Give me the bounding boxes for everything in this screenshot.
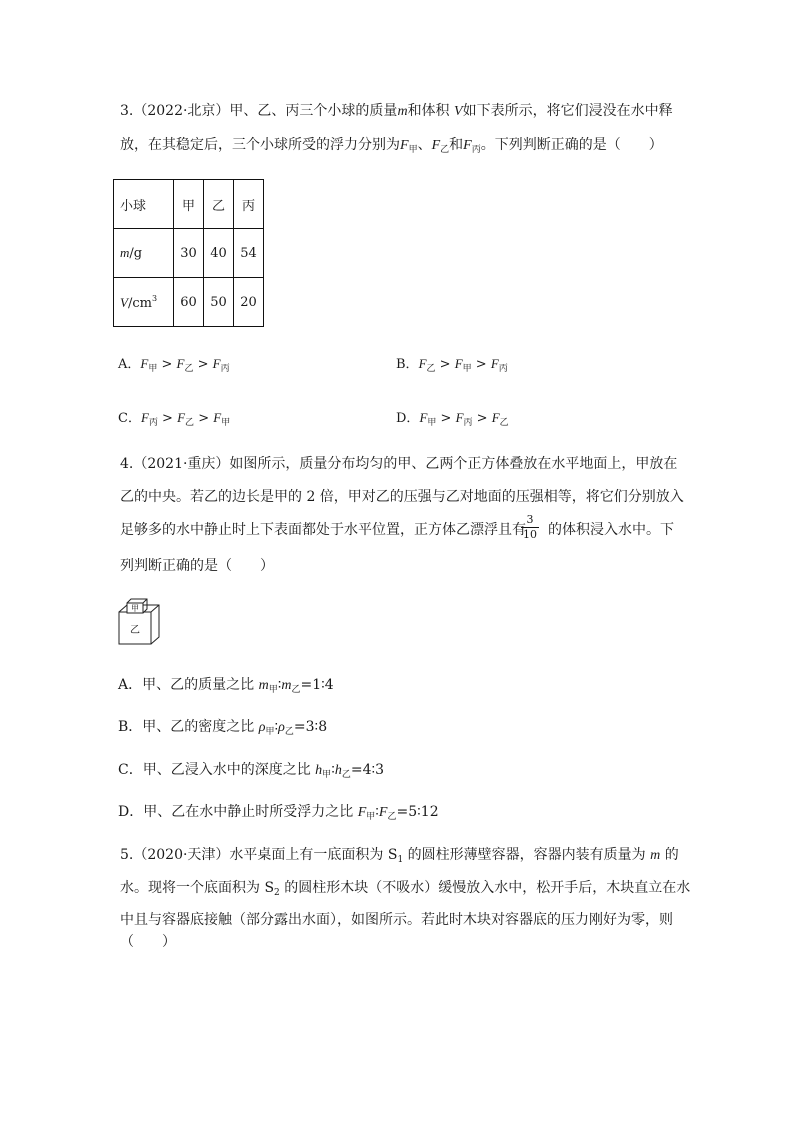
q5-line2 [120, 878, 690, 903]
q4-option-a[interactable] [118, 675, 334, 700]
q3-m-symbol: m [397, 104, 408, 119]
table-cell: 小球 [114, 180, 174, 229]
colon: ∶ [375, 804, 379, 820]
q3-line1-mid: 和体积 [407, 103, 455, 119]
f-symbol: F [455, 410, 464, 425]
q3-and: 和 [449, 137, 464, 153]
subscript: 乙 [341, 770, 351, 780]
subscript: 乙 [426, 364, 436, 374]
subscript: 乙 [499, 418, 509, 428]
q5-line3: 中且与容器底接触（部分露出水面），如图所示。若此时木块对容器底的压力刚好为零，则 [120, 912, 673, 928]
subscript: 乙 [284, 727, 294, 737]
f-symbol: F [213, 410, 222, 425]
q4-option-d[interactable] [118, 802, 439, 827]
q3-data-table [113, 179, 264, 327]
subscript: 甲 [265, 727, 275, 737]
fraction-numerator: 3 [526, 513, 534, 526]
q3-option-d[interactable] [396, 408, 509, 433]
subscript: 甲 [148, 364, 158, 374]
q3-line2-suffix: 。下列判断正确的是（ ） [480, 137, 663, 153]
q3-f-symbol: F [400, 138, 409, 153]
f-symbol: F [490, 356, 499, 371]
option-text: B．甲、乙的密度之比 [118, 719, 259, 735]
f-symbol: F [140, 356, 149, 371]
table-cell: 60 [174, 278, 204, 327]
f-symbol: F [491, 410, 500, 425]
gt: > [472, 411, 492, 426]
q4-line1: 4.（2021·重庆）如图所示，质量分布均匀的甲、乙两个正方体叠放在水平地面上，甲放在 [120, 456, 678, 472]
v-symbol: V [120, 294, 128, 310]
q5-line2-prefix: 水。现将一个底面积为 S [120, 880, 275, 896]
symbol: ρ [258, 720, 266, 735]
table-cell: 50 [204, 278, 234, 327]
q5-line1-suffix: 的 [660, 847, 679, 863]
option-letter: B． [396, 357, 419, 372]
symbol: h [315, 763, 323, 778]
subscript: 丙 [498, 364, 508, 374]
f-symbol: F [454, 356, 463, 371]
subscript: 1 [397, 855, 404, 865]
q4-line3 [120, 520, 674, 540]
gt: > [193, 357, 213, 372]
q4-line3-prefix: 足够多的水中静止时上下表面都处于水平位置，正方体乙漂浮且有 [120, 522, 526, 538]
q3-v-symbol: V [454, 104, 463, 119]
table-cell [114, 229, 174, 278]
ratio: =5∶12 [396, 804, 439, 820]
gt: > [436, 411, 456, 426]
option-text: D．甲、乙在水中静止时所受浮力之比 [118, 804, 358, 820]
f-symbol: F [419, 410, 428, 425]
unit: /g [129, 246, 143, 261]
option-letter: D． [396, 411, 420, 426]
q3-option-a[interactable] [118, 354, 230, 379]
q4-line4: 列判断正确的是（ ） [120, 558, 274, 574]
q4-line3-suffix: 的体积浸入水中。下 [548, 522, 674, 538]
subscript: 乙 [184, 364, 194, 374]
q4-line2: 乙的中央。若乙的边长是甲的 2 倍，甲对乙的压强与乙对地面的压强相等，将它们分别放入 [120, 489, 684, 505]
q3-f-symbol: F [463, 138, 472, 153]
exponent: 3 [151, 293, 158, 303]
q5-line1 [120, 845, 679, 870]
symbol: F [357, 805, 367, 820]
m-symbol: m [650, 848, 661, 863]
q5-line4: （ ） [120, 934, 176, 950]
table-cell [114, 278, 174, 327]
fraction-denominator: 10 [523, 528, 537, 541]
subscript: 甲 [221, 418, 231, 428]
table-row [114, 278, 264, 327]
q3-line2-prefix: 放，在其稳定后，三个小球所受的浮力分别为 [120, 137, 400, 153]
q4-fraction [519, 513, 541, 542]
q3-line1-suffix: 如下表所示，将它们浸没在水中释 [462, 103, 673, 119]
gt: > [194, 411, 214, 426]
cube-label-yi: 乙 [130, 625, 140, 636]
table-cell: 30 [174, 229, 204, 278]
symbol: ρ [278, 720, 285, 735]
q3-f-symbol: F [431, 138, 441, 153]
symbol: m [258, 678, 269, 693]
ratio: =1∶4 [300, 677, 334, 693]
subscript: 甲 [366, 812, 376, 822]
table-cell: 甲 [174, 180, 204, 229]
table-cell: 40 [204, 229, 234, 278]
table-row [114, 229, 264, 278]
option-text: A．甲、乙的质量之比 [118, 677, 259, 693]
subscript: 甲 [268, 685, 278, 695]
subscript: 丙 [220, 364, 230, 374]
gt: > [435, 357, 455, 372]
q3-line1 [120, 101, 673, 122]
colon: ∶ [274, 719, 279, 735]
q4-option-c[interactable] [118, 760, 384, 785]
option-letter: C． [118, 411, 141, 426]
m-symbol: m [120, 245, 130, 260]
subscript: 丙 [148, 418, 158, 428]
cube-label-jia: 甲 [131, 604, 139, 613]
q3-sub-bing: 丙 [471, 145, 481, 155]
subscript: 甲 [462, 364, 472, 374]
subscript: 丙 [463, 418, 473, 428]
subscript: 乙 [387, 812, 397, 822]
option-text: C．甲、乙浸入水中的深度之比 [118, 762, 316, 778]
q5-line2-suffix: 的圆柱形木块（不吸水）缓慢放入水中，松开手后，木块直立在水 [279, 880, 691, 896]
ratio: =3∶8 [293, 719, 328, 735]
q3-sub-yi: 乙 [440, 145, 450, 155]
q4-option-b[interactable] [118, 717, 327, 742]
f-symbol: F [418, 356, 427, 371]
q3-option-c[interactable] [118, 408, 230, 433]
q5-line1-prefix: 5.（2020·天津）水平桌面上有一底面积为 S [120, 847, 398, 863]
subscript: 2 [274, 888, 280, 898]
q5-line1-mid: 的圆柱形薄壁容器，容器内装有质量为 [403, 847, 651, 863]
symbol: m [281, 678, 292, 693]
f-symbol: F [177, 410, 186, 425]
table-cell: 丙 [234, 180, 264, 229]
gt: > [471, 357, 491, 372]
q3-option-b[interactable] [396, 354, 508, 379]
ratio: =4∶3 [350, 762, 385, 778]
q3-line1-prefix: 3.（2022·北京）甲、乙、丙三个小球的质量 [120, 103, 398, 119]
subscript: 乙 [185, 418, 195, 428]
f-symbol: F [212, 356, 221, 371]
table-cell: 乙 [204, 180, 234, 229]
q4-stacked-cubes-figure [116, 596, 162, 652]
subscript: 甲 [322, 770, 332, 780]
table-row [114, 180, 264, 229]
gt: > [157, 357, 177, 372]
unit: /cm [127, 295, 152, 311]
colon: ∶ [277, 677, 282, 693]
colon: ∶ [331, 762, 335, 778]
gt: > [157, 411, 178, 426]
table-cell: 54 [234, 229, 264, 278]
subscript: 乙 [291, 685, 301, 695]
option-letter: A． [118, 357, 141, 372]
subscript: 甲 [427, 418, 437, 428]
q3-sub-jia: 甲 [408, 145, 418, 155]
q3-sep: 、 [417, 137, 432, 153]
f-symbol: F [140, 410, 149, 425]
q3-line2 [120, 135, 663, 160]
table-cell: 20 [234, 278, 264, 327]
f-symbol: F [176, 356, 185, 371]
symbol: F [378, 805, 388, 820]
symbol: h [334, 763, 342, 778]
